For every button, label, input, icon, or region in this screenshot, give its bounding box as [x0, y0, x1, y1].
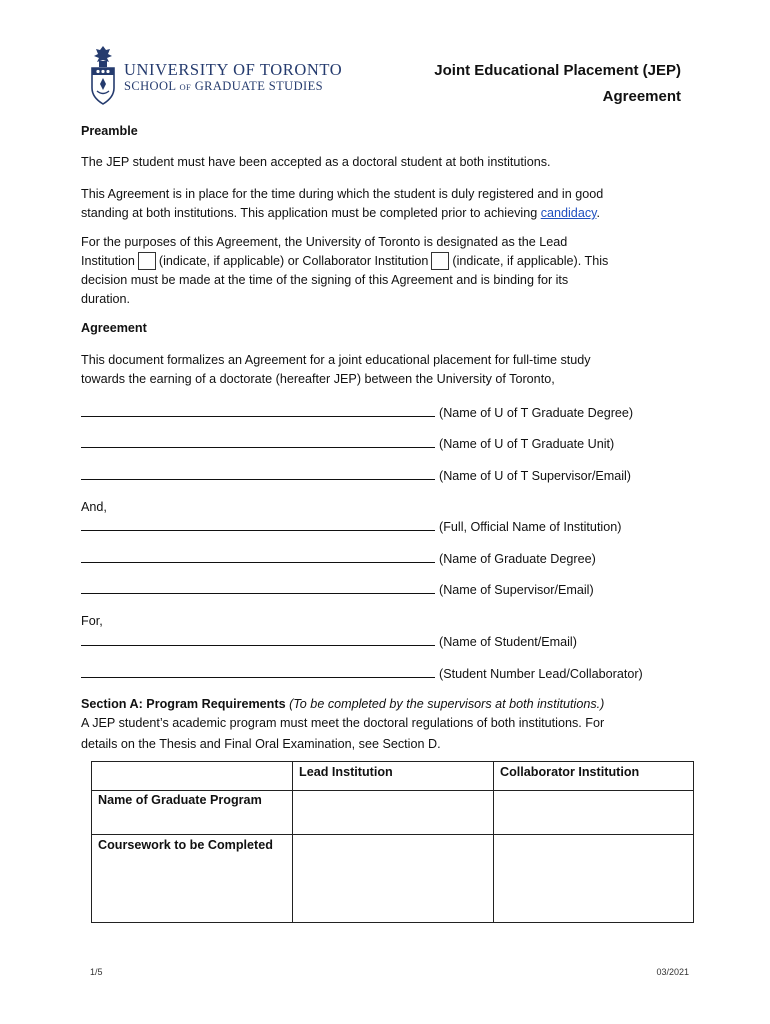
partner-institution-input[interactable]	[81, 517, 435, 531]
candidacy-link[interactable]: candidacy	[540, 206, 597, 220]
preamble-paragraph-3-line-3: decision must be made at the time of the signing of this Agreement and is binding for its	[81, 273, 569, 287]
logo-line-1: UNIVERSITY OF TORONTO	[124, 60, 343, 79]
uoft-supervisor-field: (Name of U of T Supervisor/Email)	[81, 466, 631, 486]
collaborator-institution-header: Collaborator Institution	[494, 762, 694, 791]
uoft-degree-input[interactable]	[81, 403, 435, 417]
for-label: For,	[81, 614, 103, 628]
program-requirements-table	[91, 761, 694, 923]
collaborator-institution-checkbox[interactable]	[431, 252, 449, 270]
lead-institution-header: Lead Institution	[293, 762, 494, 791]
page-number: 1/5	[90, 967, 103, 977]
section-a-line-2: details on the Thesis and Final Oral Examination, see Section D.	[81, 737, 441, 751]
agreement-intro-line-2: towards the earning of a doctorate (hereafter JEP) between the University of Toronto,	[81, 372, 555, 386]
lead-institution-checkbox[interactable]	[138, 252, 156, 270]
section-a-line-1: A JEP student’s academic program must meet the doctoral regulations of both institutions. For	[81, 716, 605, 730]
partner-supervisor-field: (Name of Supervisor/Email)	[81, 580, 594, 600]
preamble-paragraph-1: The JEP student must have been accepted as a doctoral student at both institutions.	[81, 155, 551, 169]
table-corner-cell	[92, 762, 293, 791]
university-crest-icon	[88, 44, 118, 106]
logo-line-2: SCHOOL OF GRADUATE STUDIES	[124, 79, 323, 93]
collaborator-program-name-cell[interactable]	[494, 791, 694, 835]
lead-program-name-cell[interactable]	[293, 791, 494, 835]
lead-coursework-cell[interactable]	[293, 835, 494, 923]
partner-supervisor-input[interactable]	[81, 580, 435, 594]
table-header-row	[92, 762, 694, 791]
uoft-supervisor-input[interactable]	[81, 466, 435, 480]
coursework-label: Coursework to be Completed	[92, 835, 293, 923]
uoft-unit-input[interactable]	[81, 434, 435, 448]
preamble-paragraph-2-line-1: This Agreement is in place for the time during which the student is duly registered and in good	[81, 187, 604, 201]
agreement-intro-line-1: This document formalizes an Agreement for a joint educational placement for full-time study	[81, 353, 591, 367]
document-title-line-2: Agreement	[602, 88, 681, 105]
uoft-unit-field: (Name of U of T Graduate Unit)	[81, 434, 614, 454]
collaborator-coursework-cell[interactable]	[494, 835, 694, 923]
section-a-heading: Section A: Program Requirements (To be completed by the supervisors at both institutions.)	[81, 697, 605, 711]
preamble-heading: Preamble	[81, 124, 138, 138]
student-number-input[interactable]	[81, 664, 435, 678]
partner-institution-field: (Full, Official Name of Institution)	[81, 517, 621, 537]
and-label: And,	[81, 500, 107, 514]
student-name-input[interactable]	[81, 632, 435, 646]
table-row	[92, 791, 694, 835]
partner-degree-input[interactable]	[81, 549, 435, 563]
revision-date: 03/2021	[656, 967, 689, 977]
student-number-field: (Student Number Lead/Collaborator)	[81, 664, 643, 684]
student-name-field: (Name of Student/Email)	[81, 632, 577, 652]
preamble-paragraph-3-line-2: Institution (indicate, if applicable) or Collaborator Institution (indicate, if applicable). This	[81, 254, 609, 268]
university-logo	[88, 44, 358, 108]
agreement-heading: Agreement	[81, 321, 147, 335]
document-title-line-1: Joint Educational Placement (JEP)	[434, 62, 681, 79]
partner-degree-field: (Name of Graduate Degree)	[81, 549, 596, 569]
program-name-label: Name of Graduate Program	[92, 791, 293, 835]
document-title	[434, 58, 681, 110]
uoft-degree-field: (Name of U of T Graduate Degree)	[81, 403, 633, 423]
table-row	[92, 835, 694, 923]
preamble-paragraph-2-line-2: standing at both institutions. This application must be completed prior to achieving candidacy.	[81, 206, 600, 220]
preamble-paragraph-3-line-1: For the purposes of this Agreement, the University of Toronto is designated as the Lead	[81, 235, 568, 249]
preamble-paragraph-3-line-4: duration.	[81, 292, 131, 306]
